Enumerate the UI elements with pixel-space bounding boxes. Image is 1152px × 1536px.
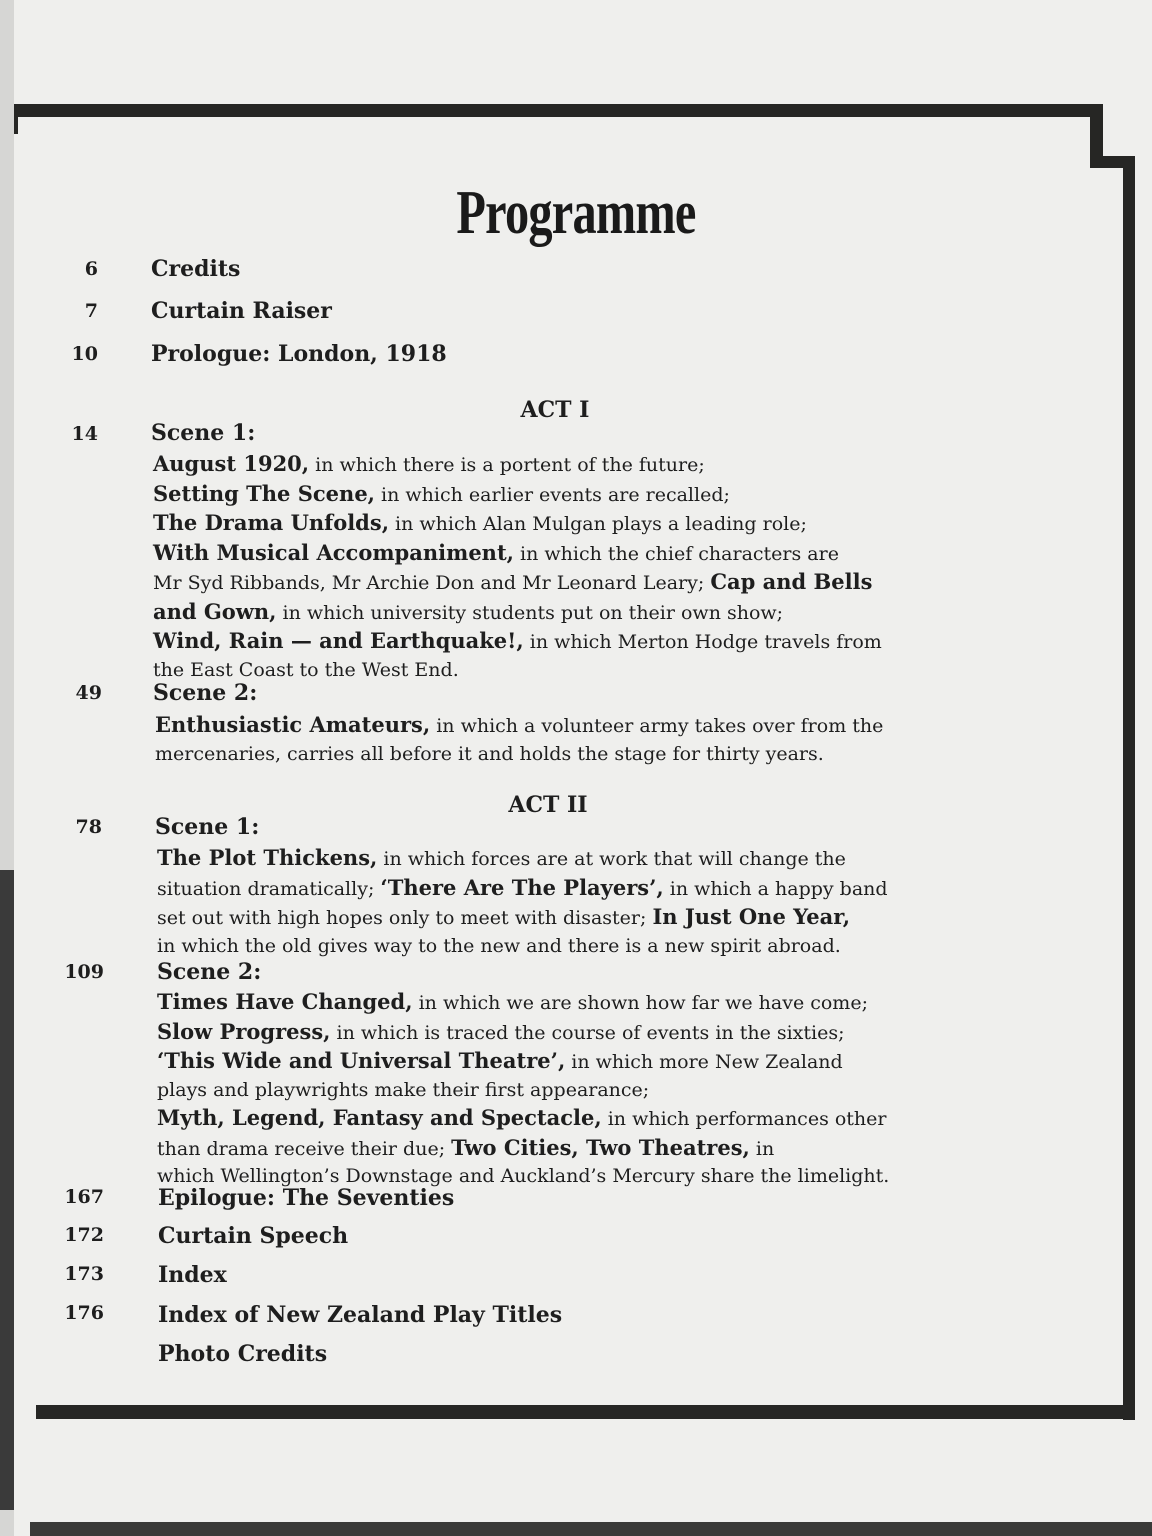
- section-text: in which a happy band: [663, 877, 888, 900]
- scene-label: Scene 1:: [151, 420, 256, 446]
- page-number: 14: [71, 423, 98, 445]
- section-text: in which there is a portent of the future;: [309, 454, 705, 476]
- section-text: in which forces are at work that will change the: [377, 848, 846, 870]
- section-title: With Musical Accompaniment,: [153, 539, 514, 565]
- description-line: [157, 933, 888, 961]
- section-title: Times Have Changed,: [157, 989, 413, 1014]
- toc-entry-index: Index: [158, 1262, 227, 1288]
- description-line: [157, 988, 889, 1018]
- toc-entry-epilogue: Epilogue: The Seventies: [158, 1185, 455, 1211]
- page-number: 6: [84, 258, 98, 280]
- description-line: [153, 480, 882, 510]
- page-bottom-edge: [30, 1522, 1152, 1536]
- description-line: [157, 1134, 889, 1164]
- section-text: which Wellington’s Downstage and Auckland’s Mercury share the limelight.: [157, 1165, 890, 1187]
- scene-description: [155, 711, 883, 768]
- toc-entry-curtain-speech: Curtain Speech: [158, 1223, 349, 1249]
- description-line: [153, 627, 882, 657]
- page-number: 49: [75, 682, 102, 704]
- section-text: plays and playwrights make their first appearance;: [157, 1078, 650, 1101]
- description-line: [157, 903, 888, 933]
- toc-entry-photo-credits: Photo Credits: [158, 1341, 328, 1367]
- page-number: 10: [71, 343, 98, 365]
- description-line: [157, 874, 888, 904]
- section-title: Enthusiastic Amateurs,: [155, 712, 431, 737]
- section-title: Slow Progress,: [157, 1018, 331, 1044]
- section-text: in which university students put on their own show;: [276, 601, 784, 624]
- description-line: [153, 568, 882, 598]
- section-title: Wind, Rain — and Earthquake!,: [153, 628, 524, 653]
- section-text: mercenaries, carries all before it and holds the stage for thirty years.: [155, 742, 824, 765]
- page-number: 173: [64, 1263, 104, 1285]
- scene-description: [157, 844, 888, 960]
- toc-entry-credits: Credits: [151, 256, 241, 282]
- description-line: [157, 1077, 889, 1105]
- section-title: Setting The Scene,: [153, 480, 375, 506]
- toc-entry-play-titles-index: Index of New Zealand Play Titles: [158, 1302, 563, 1328]
- description-line: [153, 450, 882, 480]
- section-text: in: [749, 1137, 775, 1160]
- page-number: 176: [64, 1302, 104, 1324]
- page-title: Programme: [456, 179, 696, 247]
- page-number: 172: [64, 1224, 104, 1246]
- page-number: 78: [75, 816, 102, 838]
- act-heading: ACT II: [508, 792, 588, 818]
- section-text: in which earlier events are recalled;: [375, 483, 730, 506]
- section-text: in which the old gives way to the new and there is a new spirit abroad.: [157, 934, 841, 957]
- section-text: than drama receive their due;: [157, 1137, 452, 1160]
- description-line: [153, 539, 882, 569]
- section-title: The Plot Thickens,: [157, 845, 378, 870]
- page-number: 109: [64, 961, 104, 983]
- section-text: in which Merton Hodge travels from: [523, 631, 882, 653]
- section-text: situation dramatically;: [157, 877, 381, 900]
- act-heading: ACT I: [520, 397, 590, 423]
- section-title: ‘This Wide and Universal Theatre’,: [157, 1048, 566, 1073]
- description-line: [153, 598, 882, 628]
- section-text: in which performances other: [601, 1108, 887, 1130]
- description-line: [157, 1018, 889, 1048]
- description-line: [155, 741, 883, 769]
- section-title: Two Cities, Two Theatres,: [451, 1134, 750, 1160]
- section-title: ‘There Are The Players’,: [380, 874, 664, 900]
- description-line: [155, 711, 883, 741]
- page-number: 167: [64, 1186, 104, 1208]
- section-text: in which Alan Mulgan plays a leading role;: [389, 513, 807, 535]
- description-line: [157, 1047, 889, 1077]
- section-text: in which more New Zealand: [565, 1051, 843, 1073]
- scene-label: Scene 1:: [155, 814, 260, 840]
- scene-label: Scene 2:: [153, 680, 258, 706]
- section-title: Cap and Bells: [710, 569, 873, 594]
- scene-label: Scene 2:: [157, 959, 262, 985]
- section-title: August 1920,: [153, 451, 310, 476]
- section-text: in which is traced the course of events in the sixties;: [330, 1021, 845, 1044]
- scene-description: [153, 450, 882, 684]
- section-text: in which the chief characters are: [513, 542, 839, 565]
- toc-entry-curtain-raiser: Curtain Raiser: [151, 298, 332, 324]
- section-text: set out with high hopes only to meet with disaster;: [157, 907, 653, 929]
- description-line: [157, 1104, 889, 1134]
- page-number: 7: [84, 300, 98, 322]
- scene-description: [157, 988, 889, 1191]
- section-title: Myth, Legend, Fantasy and Spectacle,: [157, 1105, 602, 1130]
- description-line: [153, 509, 882, 539]
- description-line: [157, 844, 888, 874]
- section-title: In Just One Year,: [652, 904, 851, 929]
- section-text: Mr Syd Ribbands, Mr Archie Don and Mr Leonard Leary;: [153, 572, 711, 594]
- section-text: in which we are shown how far we have come;: [412, 992, 868, 1014]
- section-text: in which a volunteer army takes over from the: [430, 715, 884, 737]
- section-text: the East Coast to the West End.: [153, 658, 459, 681]
- section-title: The Drama Unfolds,: [153, 510, 390, 535]
- description-line: [153, 657, 882, 685]
- toc-entry-prologue: Prologue: London, 1918: [151, 341, 447, 367]
- section-title: and Gown,: [153, 598, 277, 624]
